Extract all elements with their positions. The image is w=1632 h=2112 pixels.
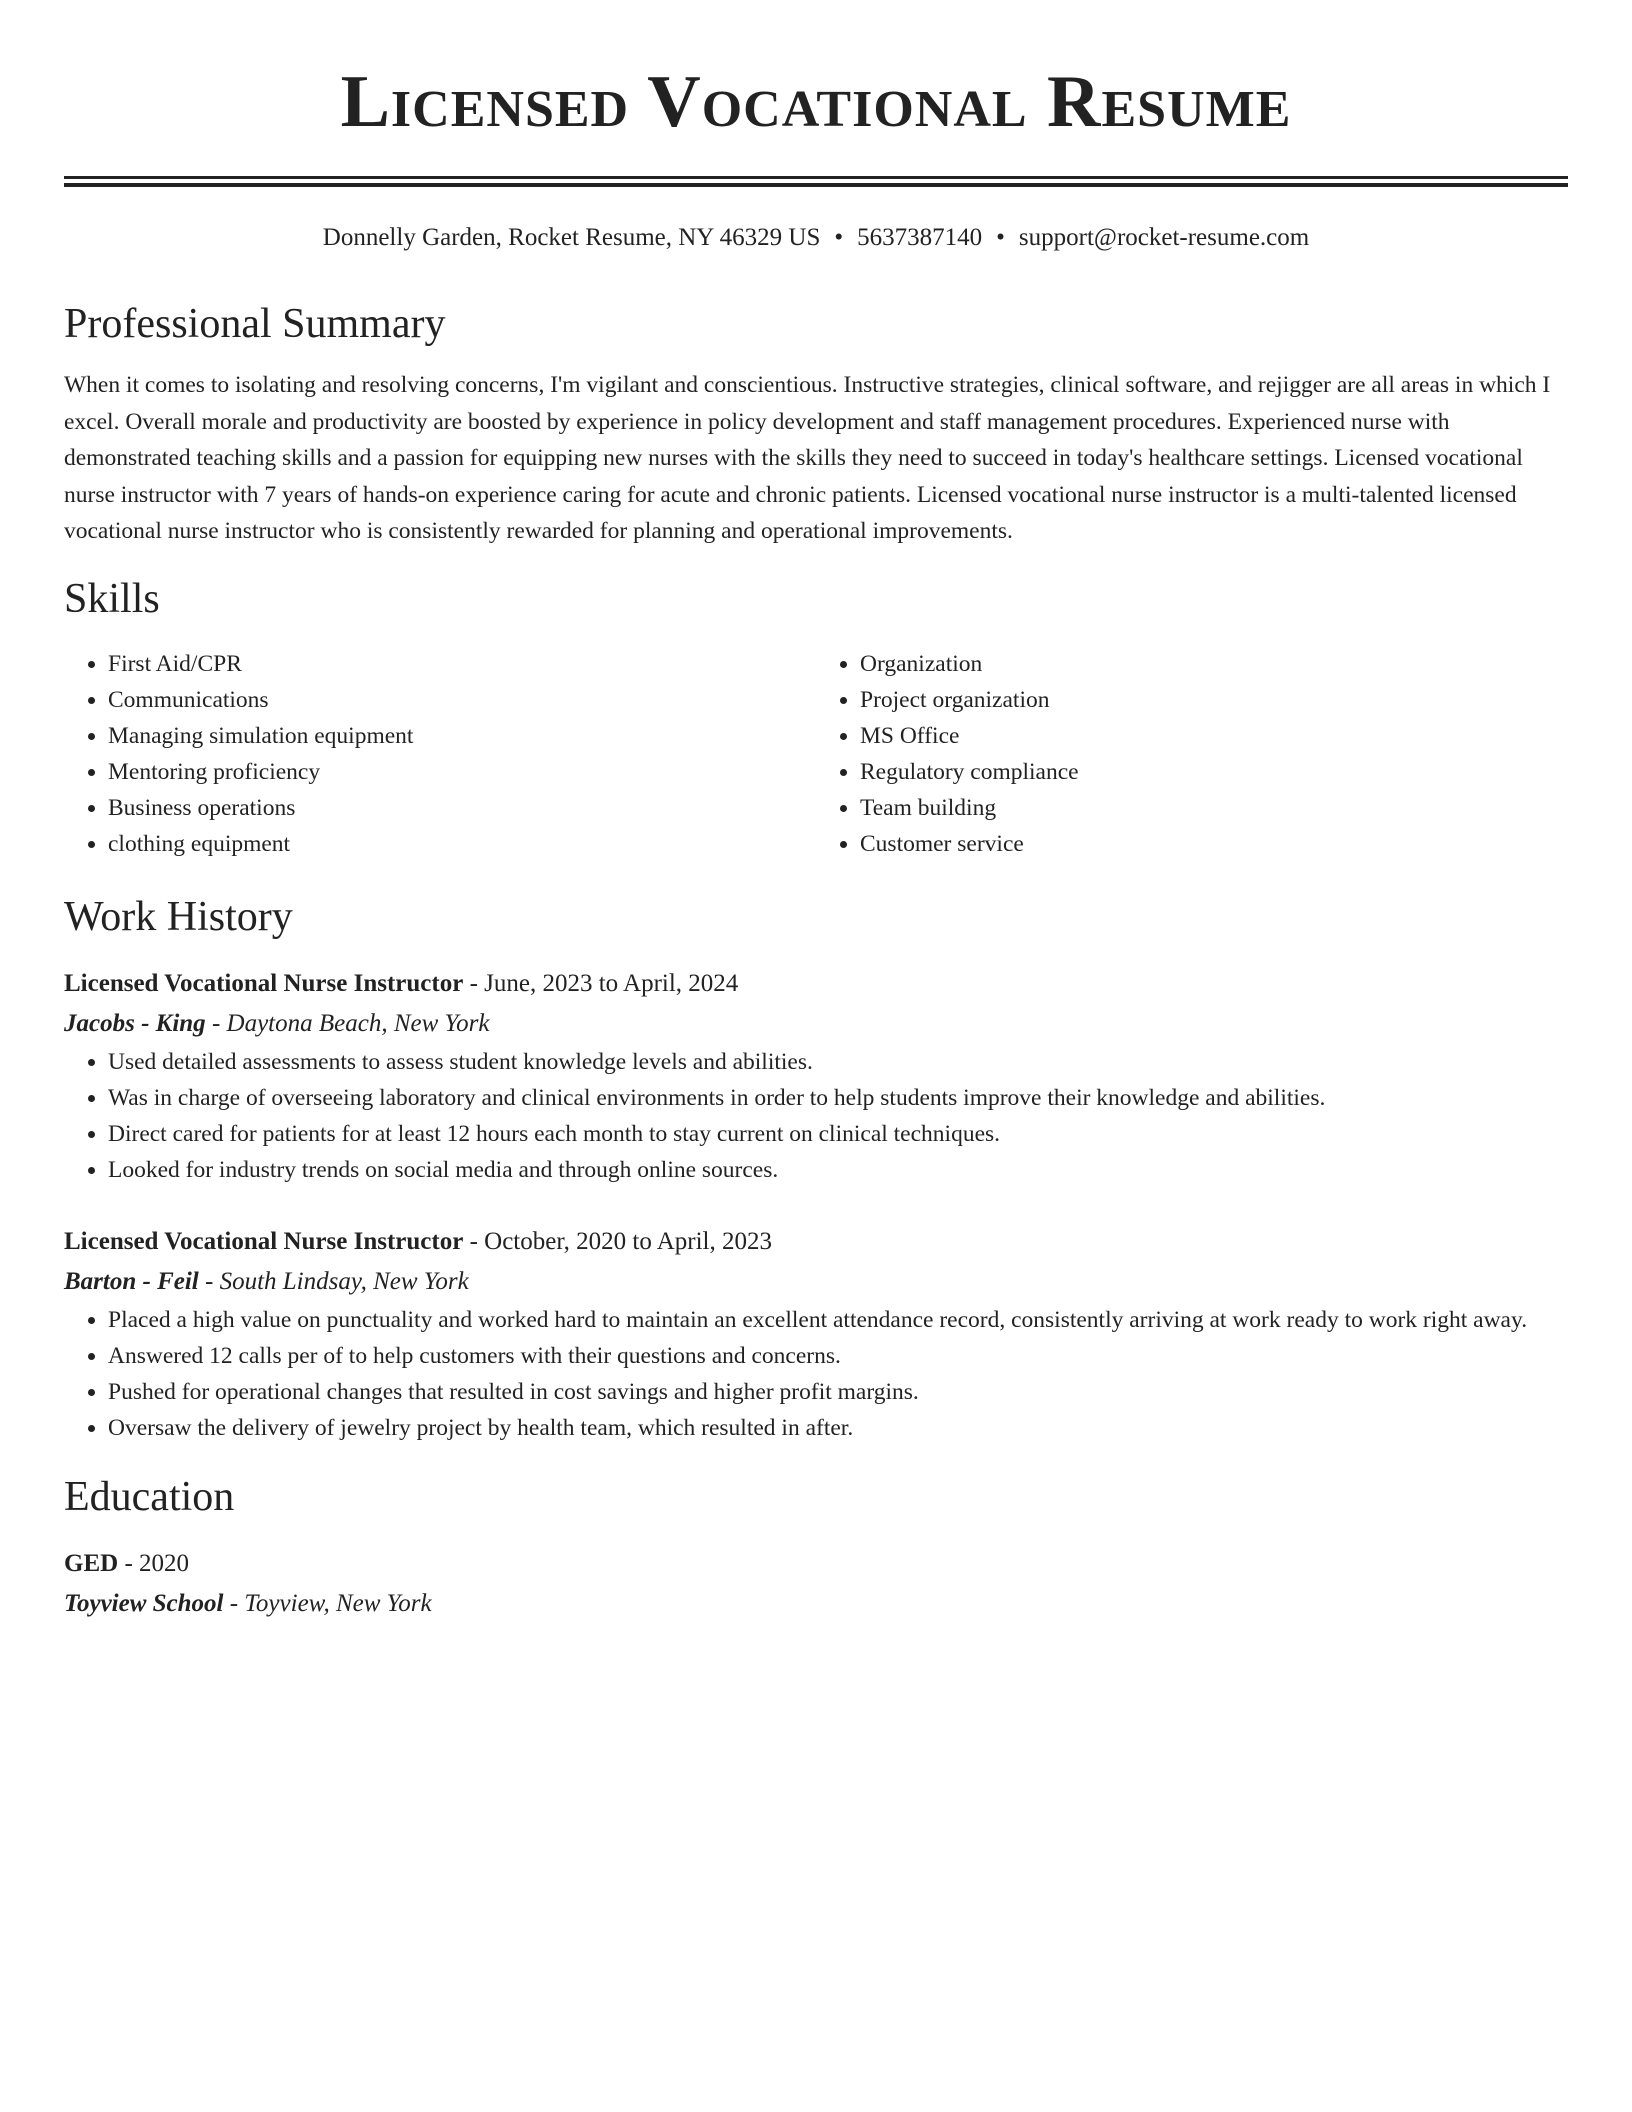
skill-item: • Mentoring proficiency [108,754,816,790]
employer-line [64,1004,1568,1044]
school-name: Toyview School [64,1589,224,1617]
skill-item: • Communications [108,682,816,718]
title-divider [64,176,1568,187]
school-location: - Toyview, New York [223,1589,432,1617]
employer-location: - Daytona Beach, New York [205,1009,490,1037]
skill-item: • Managing simulation equipment [108,718,816,754]
job-duty: • Used detailed assessments to assess student knowledge levels and abilities. [108,1044,1568,1080]
employer-name: Barton - Feil [64,1267,199,1295]
degree-line [64,1544,1568,1584]
skills-heading: Skills [64,575,160,622]
job-title: Licensed Vocational Nurse Instructor [64,969,464,997]
skill-item: • Business operations [108,790,816,826]
skill-item: • Customer service [860,826,1568,862]
resume-title: Licensed Vocational Resume [340,61,1292,143]
job-title: Licensed Vocational Nurse Instructor [64,1227,464,1255]
employer-location: - South Lindsay, New York [198,1267,469,1295]
skill-item: • MS Office [860,718,1568,754]
contact-address: Donnelly Garden, Rocket Resume, NY 46329 US [322,224,821,251]
skills-column-left [64,646,816,862]
job-duty: • Pushed for operational changes that resulted in cost savings and higher profit margins. [108,1374,1568,1410]
job-duty: • Oversaw the delivery of jewelry project by health team, which resulted in after. [108,1410,1568,1446]
summary-heading: Professional Summary [64,301,446,347]
job-duty: • Direct cared for patients for at least 12 hours each month to stay current on clinical techniques. [108,1116,1568,1152]
job-entry [64,1222,1568,1446]
skills-list [64,646,1568,862]
degree-year: - 2020 [118,1549,190,1577]
job-dates: - October, 2020 to April, 2023 [463,1227,772,1255]
job-duties [64,1302,1568,1446]
skill-item: • Team building [860,790,1568,826]
employer-line [64,1262,1568,1302]
work-history-heading: Work History [64,893,293,940]
job-dates: - June, 2023 to April, 2024 [463,969,739,997]
job-duty: • Was in charge of overseeing laboratory and clinical environments in order to help students improve their knowledge and abilities. [108,1080,1568,1116]
job-duty: • Looked for industry trends on social media and through online sources. [108,1152,1568,1188]
skill-item: • clothing equipment [108,826,816,862]
employer-name: Jacobs - King [64,1009,206,1037]
skill-item: • First Aid/CPR [108,646,816,682]
skill-item: • Project organization [860,682,1568,718]
school-line [64,1584,1568,1624]
job-duty: • Placed a high value on punctuality and worked hard to maintain an excellent attendance record, consistently arriving at work ready to work right away. [108,1302,1568,1338]
skills-column-right [816,646,1568,862]
job-duties [64,1044,1568,1188]
summary-text: When it comes to isolating and resolving concerns, I'm vigilant and conscientious. Instructive strategies, clinical software, and rejigger are all areas in which I excel. Overall morale and productivity are boosted by experience in policy development and staff management procedures. Experienced nurse with demonstrated teaching skills and a passion for equipping new nurses with the skills they need to succeed in today's healthcare settings. Licensed vocational nurse instructor with 7 years of hands-on experience caring for acute and chronic patients. Licensed vocational nurse instructor is a multi-talented licensed vocational nurse instructor who is consistently rewarded for planning and operational improvements. [64,372,1551,545]
contact-line [64,221,1568,255]
job-duty: • Answered 12 calls per of to help customers with their questions and concerns. [108,1338,1568,1374]
job-title-line [64,1222,1568,1262]
contact-email: support@rocket-resume.com [1018,224,1310,251]
education-heading: Education [64,1473,235,1520]
contact-separator: • [996,224,1005,251]
job-entry [64,964,1568,1188]
skill-item: • Regulatory compliance [860,754,1568,790]
degree-name: GED [64,1549,119,1577]
skill-item: • Organization [860,646,1568,682]
contact-phone: 5637387140 [857,224,983,251]
job-title-line [64,964,1568,1004]
contact-separator: • [834,224,844,251]
education-entry [64,1544,1568,1624]
